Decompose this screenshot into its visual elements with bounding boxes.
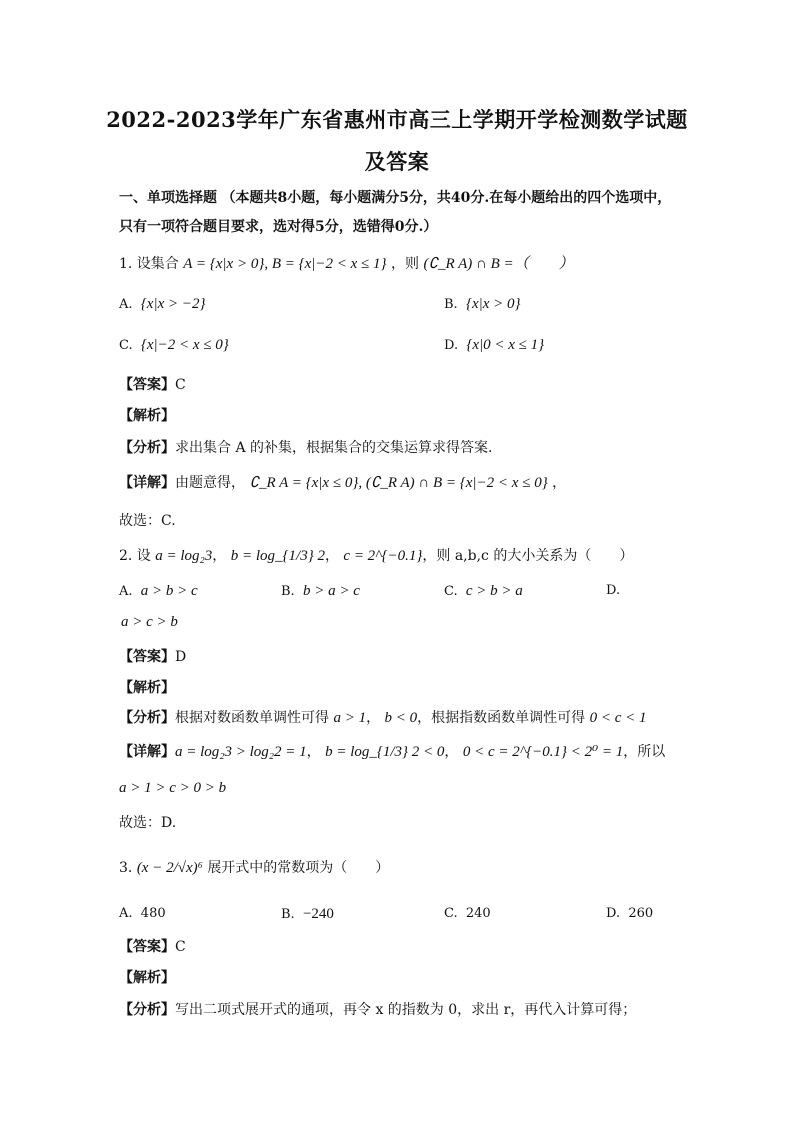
q3-number: 3. bbox=[119, 860, 133, 876]
q2-answer bbox=[119, 646, 186, 666]
q2-fenxi-m1: a > 1 bbox=[333, 710, 367, 726]
document-title-line1: 2022-2023学年广东省惠州市高三上学期开学检测数学试题 bbox=[106, 107, 688, 132]
q1-option-c-text: {x|−2 < x ≤ 0} bbox=[140, 337, 229, 353]
q3-expression: (x − 2/√x)⁶ bbox=[136, 860, 203, 876]
q3-analysis-tag: 【解析】 bbox=[119, 970, 175, 986]
q1-fenxi-text: 求出集合 A 的补集，根据集合的交集运算求得答案. bbox=[175, 440, 493, 456]
q2-option-d-label: D. bbox=[606, 583, 621, 598]
q1-option-a bbox=[119, 296, 205, 313]
q3-option-b-text: −240 bbox=[302, 906, 334, 922]
section-desc-1: （本题共8小题，每小题满分5分，共40分.在每小题给出的四个选项中， bbox=[221, 190, 672, 206]
q2-c: c = 2^{−0.1} bbox=[343, 548, 423, 564]
q2-fenxi-b: ，根据指数函数单调性可得 bbox=[417, 710, 586, 726]
q3-option-c-label: C. bbox=[444, 906, 458, 921]
q1-xiangjie-math: ∁_R A = {x|x ≤ 0}, (∁_R A) ∩ B = {x|−2 < x ≤ 0} bbox=[249, 475, 548, 491]
q1-option-a-label: A. bbox=[119, 297, 133, 312]
q3-stem bbox=[119, 857, 389, 877]
q1-number: 1. 设集合 bbox=[119, 256, 179, 272]
q2-option-d-text bbox=[121, 614, 178, 631]
q1-option-c-label: C. bbox=[119, 338, 133, 353]
q2-option-a-text: a > b > c bbox=[140, 583, 198, 599]
q2-b: b = log_{1/3} 2 bbox=[230, 548, 325, 564]
q1-fenxi-tag: 【分析】 bbox=[119, 440, 175, 456]
q1-option-b-label: B. bbox=[444, 297, 458, 312]
q2-analysis-tag: 【解析】 bbox=[119, 680, 175, 696]
q1-stem bbox=[119, 252, 574, 273]
q3-option-d-label: D. bbox=[606, 906, 621, 921]
q1-answer-value: C bbox=[175, 377, 186, 393]
q2-a: a = log₂3 bbox=[155, 548, 213, 564]
q1-answer bbox=[119, 374, 186, 394]
q2-conclusion: 故选：D. bbox=[119, 815, 177, 831]
q1-xiangjie-tag: 【详解】 bbox=[119, 475, 175, 491]
q2-xiangjie-m3: 0 < c = 2^{−0.1} < 2⁰ = 1 bbox=[462, 744, 624, 760]
q1-xiangjie-pre: 由题意得， bbox=[175, 475, 245, 491]
q2-xiangjie-m4: a > 1 > c > 0 > b bbox=[119, 780, 227, 796]
q3-option-d bbox=[606, 906, 653, 921]
q2-option-b-label: B. bbox=[281, 584, 295, 599]
document-title-line2: 及答案 bbox=[364, 149, 430, 174]
q1-option-c bbox=[119, 337, 229, 354]
section-header bbox=[119, 187, 671, 207]
q1-sets: A = {x|x > 0}, B = {x|−2 < x ≤ 1} bbox=[183, 256, 387, 272]
q3-option-a bbox=[119, 906, 166, 921]
q1-then: ，则 bbox=[391, 256, 419, 272]
q3-answer-tag: 【答案】 bbox=[119, 939, 175, 955]
q2-stem: 2. 设 a = log₂3， b = log_{1/3} 2， c = 2^{−0.1}，则 a,b,c 的大小关系为（ ） bbox=[119, 548, 634, 564]
q2-option-b bbox=[281, 583, 360, 600]
q1-expression: (∁_R A) ∩ B =（ ） bbox=[423, 256, 574, 272]
q2-xiangjie-tag: 【详解】 bbox=[119, 744, 175, 760]
q3-fenxi bbox=[119, 999, 636, 1019]
q3-option-c-text: 240 bbox=[465, 906, 491, 921]
q1-option-b-text: {x|x > 0} bbox=[465, 296, 521, 312]
q3-option-a-label: A. bbox=[119, 906, 133, 921]
q2-fenxi: 【分析】根据对数函数单调性可得 a > 1， b < 0，根据指数函数单调性可得 0 < c < 1 bbox=[119, 710, 647, 726]
q1-xiangjie-post: ， bbox=[552, 475, 567, 491]
q2-option-c-text: c > b > a bbox=[465, 583, 523, 599]
q1-fenxi bbox=[119, 437, 492, 457]
section-desc-2: 只有一项符合题目要求，选对得5分，选错得0分.） bbox=[119, 219, 438, 235]
q2-option-b-text: b > a > c bbox=[302, 583, 360, 599]
q2-xiangjie: 【详解】a = log₂3 > log₂2 = 1， b = log_{1/3} 2 < 0， 0 < c = 2^{−0.1} < 2⁰ = 1，所以 bbox=[119, 744, 666, 760]
q2-fenxi-m2: b < 0 bbox=[384, 710, 418, 726]
q3-answer-value: C bbox=[175, 939, 186, 955]
q2-answer-value: D bbox=[175, 649, 187, 665]
q2-xiangjie-so: ，所以 bbox=[623, 744, 666, 760]
section-heading: 一、单项选择题 bbox=[119, 190, 217, 206]
q2-tail: ，则 a,b,c 的大小关系为（ ） bbox=[422, 548, 634, 564]
q3-fenxi-tag: 【分析】 bbox=[119, 1002, 175, 1018]
q3-stem-text: 展开式中的常数项为（ ） bbox=[207, 860, 390, 876]
q3-option-b-label: B. bbox=[281, 907, 295, 922]
q2-xiangjie-m1: a = log₂3 > log₂2 = 1 bbox=[175, 744, 307, 760]
q2-fenxi-a: 根据对数函数单调性可得 bbox=[175, 710, 329, 726]
q2-option-c-label: C. bbox=[444, 584, 458, 599]
q2-fenxi-tag: 【分析】 bbox=[119, 710, 175, 726]
q3-option-d-text: 260 bbox=[628, 906, 654, 921]
q3-fenxi-text: 写出二项式展开式的通项，再令 x 的指数为 0，求出 r，再代入计算可得； bbox=[175, 1002, 637, 1018]
q1-option-d bbox=[444, 337, 544, 354]
q2-option-d-value: a > c > b bbox=[121, 614, 178, 630]
q1-analysis-tag: 【解析】 bbox=[119, 408, 175, 424]
q1-xiangjie bbox=[119, 472, 566, 492]
q2-xiangjie-line2 bbox=[119, 780, 226, 797]
q2-fenxi-m3: 0 < c < 1 bbox=[589, 710, 647, 726]
q1-option-a-text: {x|x > −2} bbox=[140, 296, 206, 312]
q2-option-c bbox=[444, 583, 523, 600]
q2-number: 2. 设 bbox=[119, 548, 151, 564]
q1-conclusion: 故选：C. bbox=[119, 513, 176, 529]
q1-answer-tag: 【答案】 bbox=[119, 377, 175, 393]
q1-option-d-label: D. bbox=[444, 338, 459, 353]
q2-option-a-label: A. bbox=[119, 584, 133, 599]
q2-option-a bbox=[119, 583, 198, 600]
q2-answer-tag: 【答案】 bbox=[119, 649, 175, 665]
q3-option-a-text: 480 bbox=[140, 906, 166, 921]
q3-option-b bbox=[281, 906, 334, 923]
q2-xiangjie-m2: b = log_{1/3} 2 < 0 bbox=[325, 744, 445, 760]
q1-option-d-text: {x|0 < x ≤ 1} bbox=[466, 337, 545, 353]
q3-option-c bbox=[444, 906, 491, 921]
q1-option-b bbox=[444, 296, 521, 313]
q3-answer bbox=[119, 936, 186, 956]
